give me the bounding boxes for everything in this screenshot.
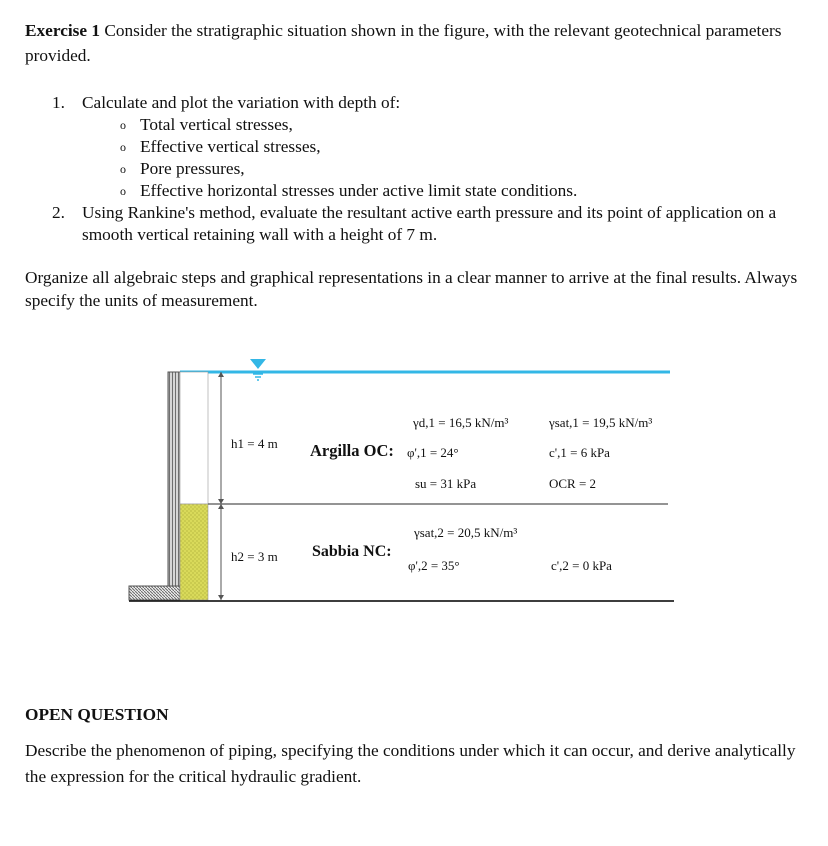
- layer2-phi: φ',2 = 35°: [408, 558, 460, 573]
- subtask-text: Pore pressures,: [140, 159, 245, 178]
- task-text: Calculate and plot the variation with depth of:: [82, 93, 401, 112]
- subtask-text: Total vertical stresses,: [140, 115, 293, 134]
- task-number: 1.: [52, 93, 65, 112]
- layer2-thickness: h2 = 3 m: [231, 549, 278, 564]
- bullet-icon: o: [120, 140, 126, 154]
- wall-foundation: [129, 586, 180, 600]
- layer1-phi: φ',1 = 24°: [407, 445, 459, 460]
- subtask-text: Effective vertical stresses,: [140, 137, 321, 156]
- layer1-gamma-sat: γsat,1 = 19,5 kN/m³: [549, 415, 653, 430]
- layer2-name: Sabbia NC:: [312, 543, 392, 560]
- layer2-cohesion: c',2 = 0 kPa: [551, 558, 612, 573]
- sand-backfill: [180, 504, 208, 600]
- retaining-wall: [168, 372, 180, 600]
- layer1-cohesion: c',1 = 6 kPa: [549, 445, 610, 460]
- clay-backfill: [180, 372, 208, 504]
- water-table-icon: [250, 359, 266, 380]
- subtask-text: Effective horizontal stresses under active limit state conditions.: [140, 181, 578, 200]
- exercise-label: Exercise 1: [25, 21, 101, 40]
- layer1-ocr: OCR = 2: [549, 476, 597, 491]
- dimension-arrow-icon: [218, 595, 224, 600]
- layer1-su: su = 31 kPa: [415, 476, 477, 491]
- open-question-text: Describe the phenomenon of piping, specifying the conditions under which it can occur, and derive analytically the expression for the critical hydraulic gradient.: [25, 741, 796, 786]
- layer1-gamma-d: γd,1 = 16,5 kN/m³: [413, 415, 509, 430]
- task-number: 2.: [52, 203, 65, 222]
- bullet-icon: o: [120, 118, 126, 132]
- dimension-arrow-icon: [218, 499, 224, 504]
- instructions-note: Organize all algebraic steps and graphical representations in a clear manner to arrive at the final results. Always specify the units of measurement.: [25, 268, 798, 310]
- layer1-thickness: h1 = 4 m: [231, 436, 278, 451]
- layer2-gamma-sat: γsat,2 = 20,5 kN/m³: [414, 525, 518, 540]
- exercise-intro-text: Consider the stratigraphic situation shown in the figure, with the relevant geotechnical parameters provided.: [25, 21, 782, 65]
- layer1-name: Argilla OC:: [310, 441, 394, 460]
- bullet-icon: o: [120, 162, 126, 176]
- bullet-icon: o: [120, 184, 126, 198]
- open-question-title: OPEN QUESTION: [25, 705, 169, 724]
- task-text: Using Rankine's method, evaluate the resultant active earth pressure and its point of application on a smooth vertical retaining wall with a height of 7 m.: [82, 203, 777, 244]
- dimension-arrow-icon: [218, 504, 224, 509]
